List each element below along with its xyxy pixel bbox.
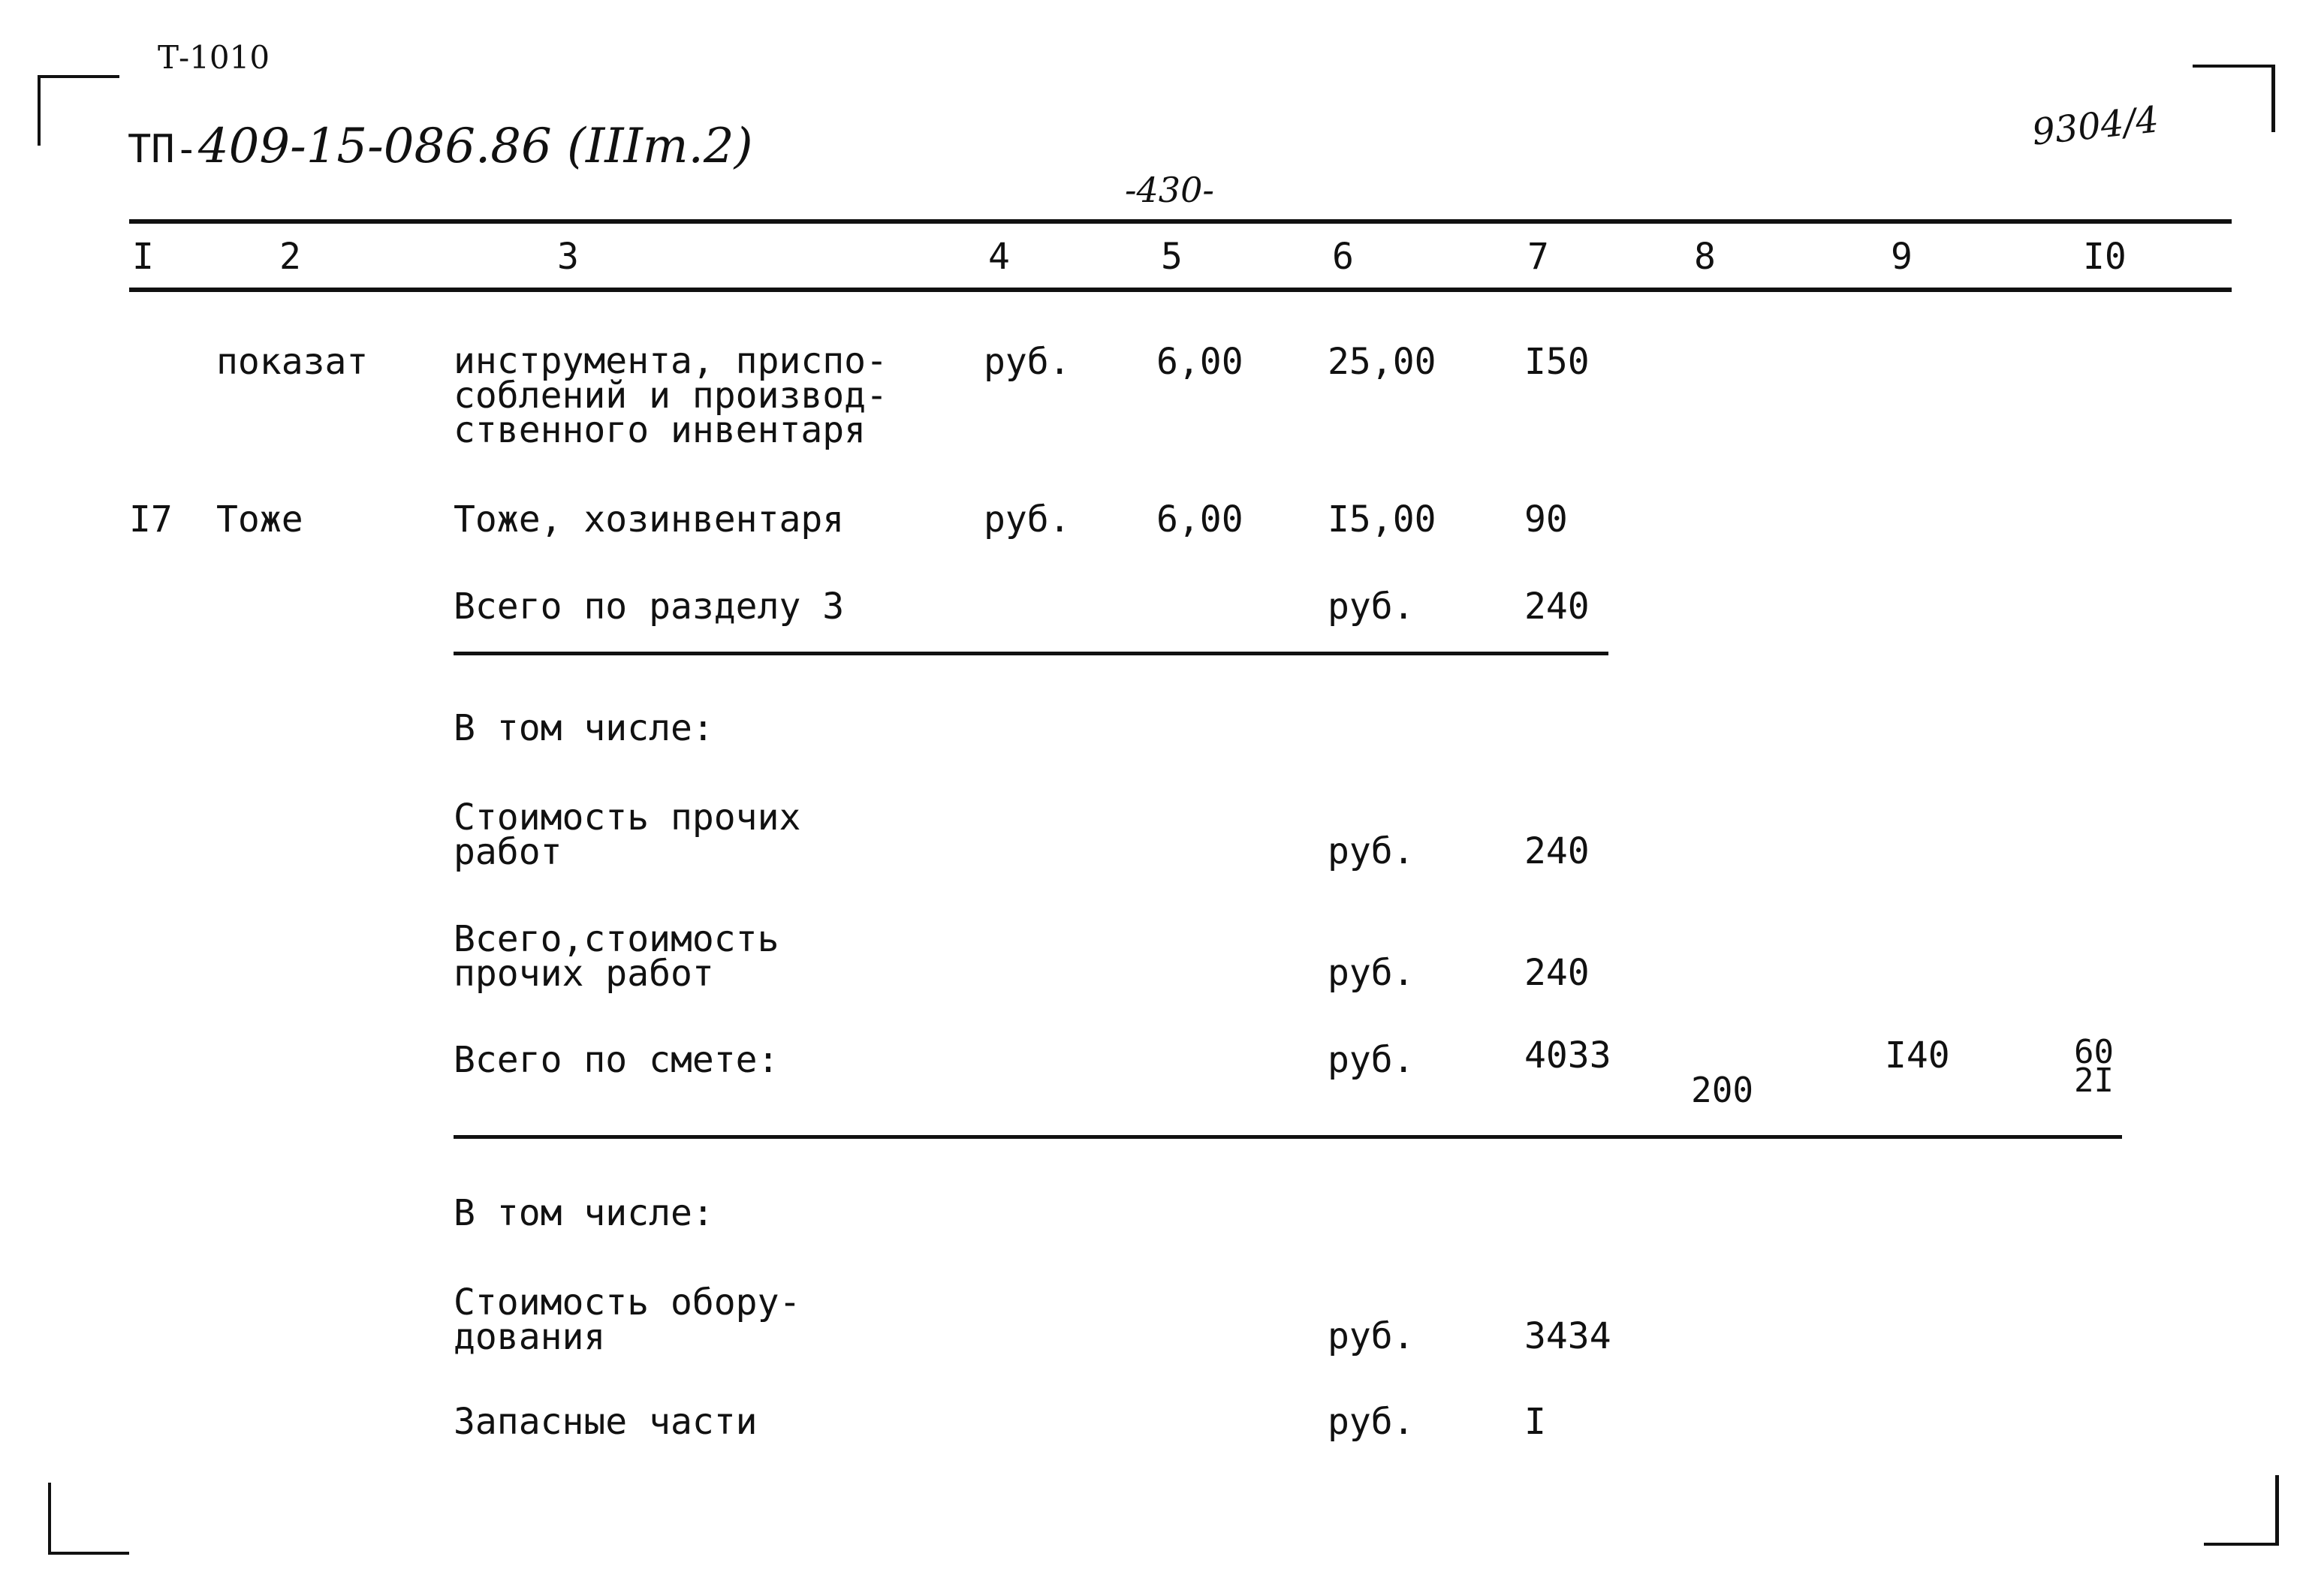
equipment-value: 3434 [1524,1315,1611,1357]
row-price-cell: I5,00 [1328,498,1436,541]
project-designation [128,120,753,173]
row-quantity-cell: 6,00 [1156,498,1243,541]
estimate-total-col8: 200 [1691,1070,1754,1110]
row-number-cell: I7 [129,498,173,541]
including-heading: В том числе: [454,707,714,749]
estimate-total-label: Всего по смете: [454,1039,779,1081]
spare-parts-value: I [1524,1401,1546,1443]
other-works-value: 240 [1524,830,1590,872]
estimate-total-col10-top: 60 [2074,1033,2114,1071]
label-line: Всего,стоимость [454,918,779,960]
label-line: Стоимость обору- [454,1281,801,1323]
other-works-unit: руб. [1328,830,1415,872]
crop-mark-top-left [38,75,119,146]
row-cost-cell: 90 [1524,498,1568,541]
header-bottom-rule [129,288,2232,292]
section-total-label: Всего по разделу 3 [454,586,845,628]
column-header-10: I0 [2083,236,2127,278]
label-line: Стоимость прочих [454,796,801,839]
column-header-8: 8 [1694,236,1716,278]
estimate-total-unit: руб. [1328,1039,1415,1081]
total-other-works-label [454,918,779,995]
column-header-3: 3 [557,236,579,278]
archive-number: 9304/4 [2030,98,2161,154]
row-unit-cell: руб. [984,341,1071,383]
header-top-rule [129,219,2232,224]
crop-mark-bottom-right [2204,1475,2279,1546]
row-cost-cell: I50 [1524,341,1590,383]
row-quantity-cell: 6,00 [1156,341,1243,383]
column-header-2: 2 [279,236,301,278]
column-header-7: 7 [1527,236,1549,278]
document-code: Т-1010 [158,39,270,76]
column-header-4: 4 [988,236,1010,278]
section-total-rule [454,652,1608,655]
description-line: инструмента, приспо- [454,340,888,382]
equipment-unit: руб. [1328,1315,1415,1357]
page-number: -430- [1125,170,1214,210]
other-works-label [454,796,801,873]
crop-mark-top-right [2193,65,2275,132]
estimate-total-value: 4033 [1524,1034,1611,1077]
crop-mark-bottom-left [48,1483,129,1555]
row-type-cell: показат [216,341,369,383]
label-line: работ [454,831,562,873]
description-line: ственного инвентаря [454,409,867,451]
estimate-total-rule [454,1135,2122,1139]
estimate-total-col10-bottom: 2I [2074,1061,2114,1100]
section-total-value: 240 [1524,586,1590,628]
row-type-cell: Тоже [216,498,303,541]
section-total-unit: руб. [1328,586,1415,628]
description-line: соблений и производ- [454,375,888,417]
total-other-works-value: 240 [1524,952,1590,994]
spare-parts-unit: руб. [1328,1401,1415,1443]
spare-parts-label: Запасные части [454,1401,758,1443]
row-price-cell: 25,00 [1328,341,1436,383]
column-header-6: 6 [1332,236,1354,278]
project-prefix: ТП- [128,127,198,172]
column-header-1: I [132,236,154,278]
including-heading: В том числе: [454,1192,714,1234]
total-other-works-unit: руб. [1328,952,1415,994]
equipment-label [454,1281,801,1358]
project-number: 409-15-086.86 (ІІІт.2) [197,119,753,174]
column-header-9: 9 [1891,236,1913,278]
label-line: дования [454,1316,606,1358]
column-header-5: 5 [1161,236,1183,278]
label-line: прочих работ [454,953,714,995]
row-description-cell [454,340,888,451]
row-unit-cell: руб. [984,498,1071,541]
estimate-total-col9: I40 [1885,1034,1950,1077]
row-description-cell: Тоже, хозинвентаря [454,498,845,541]
